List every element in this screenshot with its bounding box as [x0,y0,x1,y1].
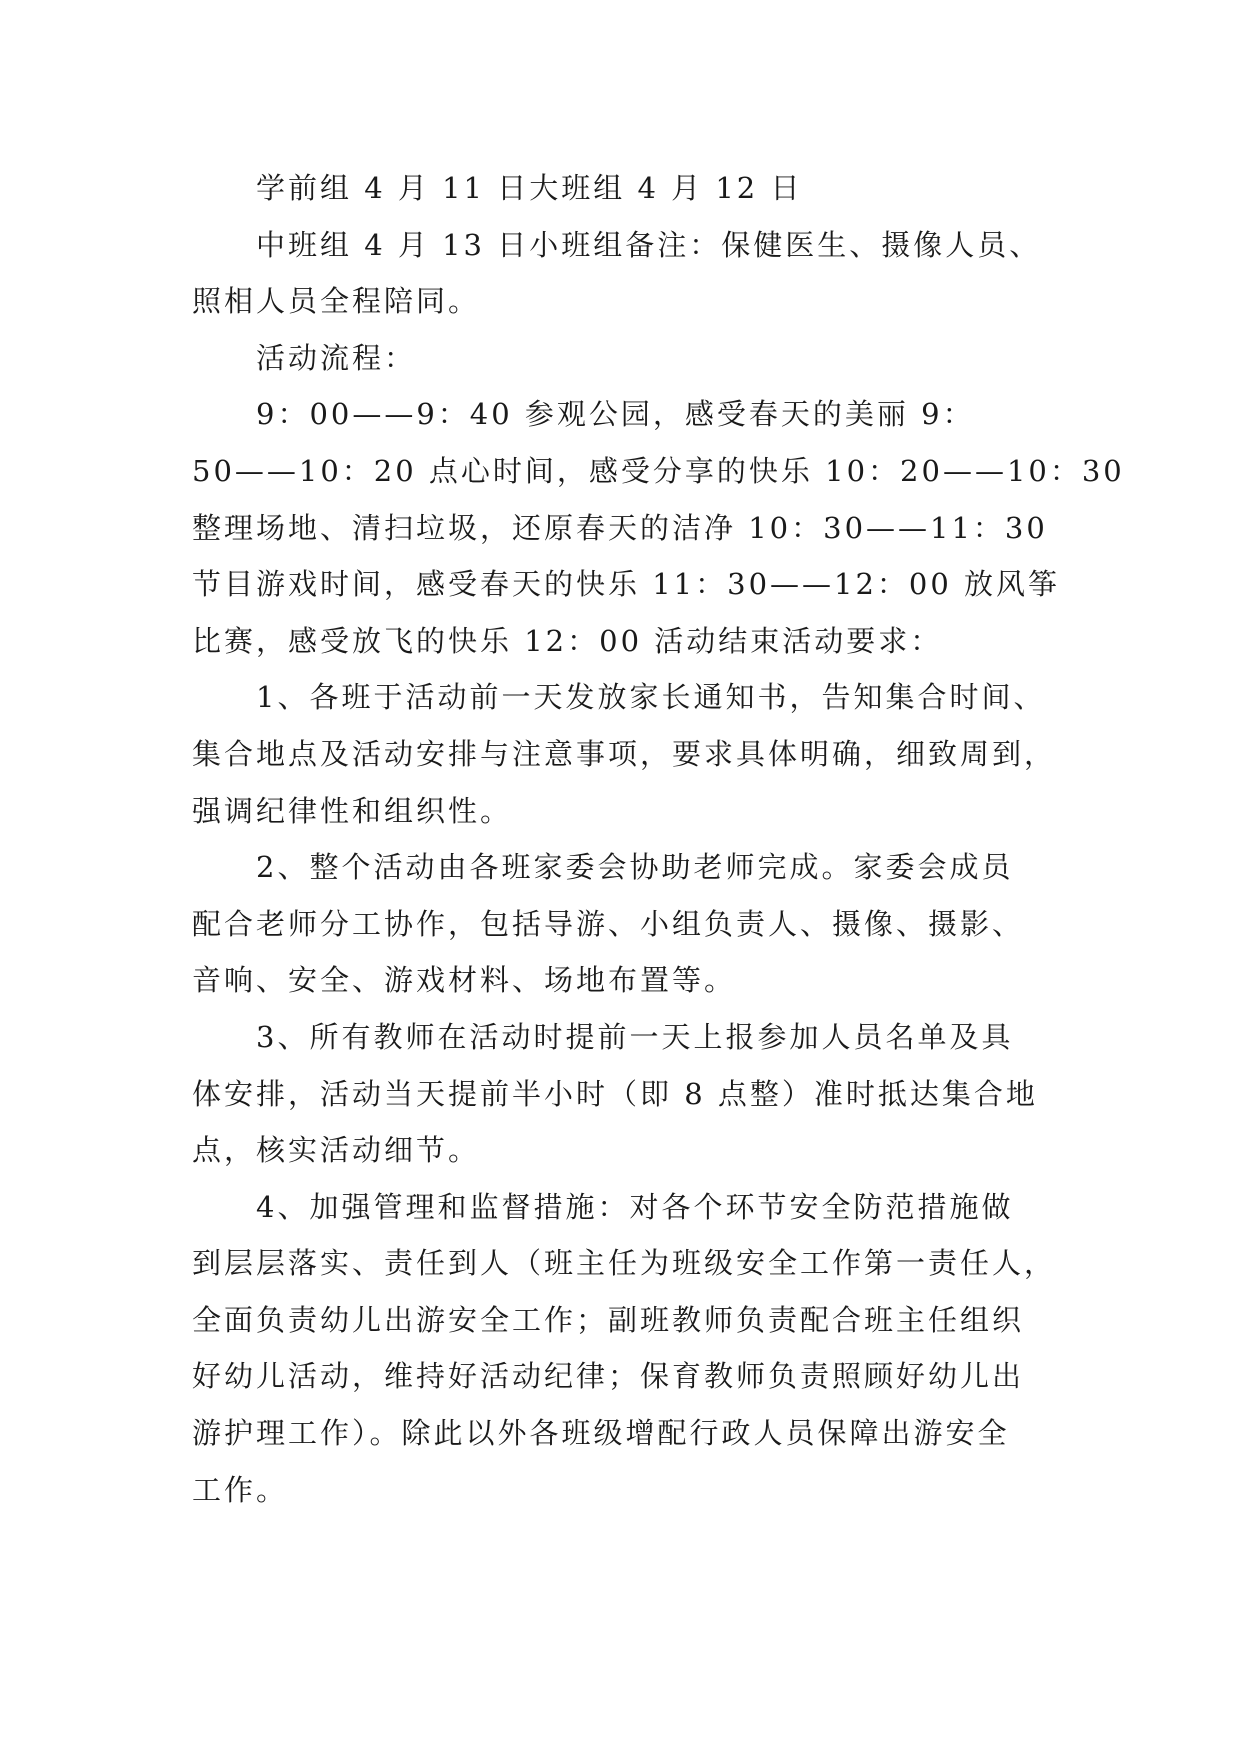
list-item-4: 4、加强管理和监督措施：对各个环节安全防范措施做 [256,1189,1014,1224]
text-line: 比赛，感受放飞的快乐 12：00 活动结束活动要求： [192,623,943,658]
text-line: 好幼儿活动，维持好活动纪律；保育教师负责照顾好幼儿出 [192,1359,1025,1394]
text-line: 中班组 4 月 13 日小班组备注：保健医生、摄像人员、 [256,227,1042,262]
text-line: 9：00——9：40 参观公园，感受春天的美丽 9： [256,397,975,432]
document-body [192,160,1125,1518]
text-line: 整理场地、清扫垃圾，还原春天的洁净 10：30——11：30 [192,510,1048,545]
text-line: 节目游戏时间，感受春天的快乐 11：30——12：00 放风筝 [192,567,1061,602]
text-line: 体安排，活动当天提前半小时（即 8 点整）准时抵达集合地 [192,1076,1038,1111]
text-line: 照相人员全程陪同。 [192,284,481,319]
text-line: 工作。 [192,1472,289,1507]
text-line: 到层层落实、责任到人（班主任为班级安全工作第一责任人， [192,1246,1057,1281]
text-line: 点，核实活动细节。 [192,1133,481,1168]
text-line: 配合老师分工协作，包括导游、小组负责人、摄像、摄影、 [192,906,1025,941]
text-line: 游护理工作）。除此以外各班级增配行政人员保障出游安全 [192,1416,1010,1451]
text-line: 50——10：20 点心时间，感受分享的快乐 10：20——10：30 [192,453,1125,488]
text-line: 全面负责幼儿出游安全工作；副班教师负责配合班主任组织 [192,1302,1025,1337]
text-line: 音响、安全、游戏材料、场地布置等。 [192,963,737,998]
section-heading: 活动流程： [256,340,417,375]
text-line: 强调纪律性和组织性。 [192,793,513,828]
list-item-1: 1、各班于活动前一天发放家长通知书，告知集合时间、 [256,680,1046,715]
list-item-2: 2、整个活动由各班家委会协助老师完成。家委会成员 [256,850,1014,885]
list-item-3: 3、所有教师在活动时提前一天上报参加人员名单及具 [256,1019,1014,1054]
text-line: 学前组 4 月 11 日大班组 4 月 12 日 [256,171,803,205]
text-line: 集合地点及活动安排与注意事项，要求具体明确，细致周到， [192,736,1057,771]
